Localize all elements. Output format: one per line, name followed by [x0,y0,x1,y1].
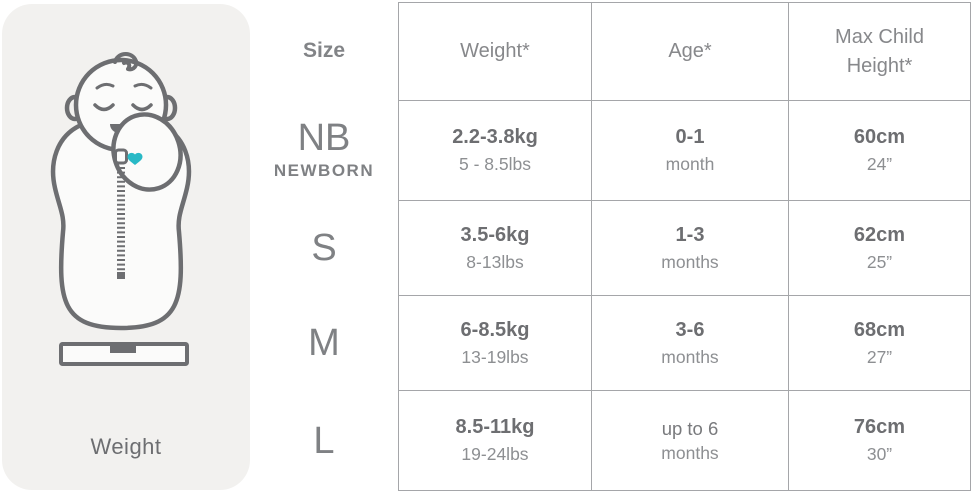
table-row-m [399,296,971,391]
size-code: L [313,419,335,462]
column-header-weight: Weight* [399,3,592,101]
column-header-age: Age* [592,3,789,101]
cell-weight: 8.5-11kg 19-24lbs [399,391,592,491]
table-row-nb [399,101,971,201]
scale-display [110,346,136,353]
cell-height: 76cm 30” [789,391,971,491]
cell-height: 60cm 24” [789,101,971,201]
cell-age: 1-3 months [592,201,789,296]
zipper-pull [116,150,127,163]
cell-weight: 2.2-3.8kg 5 - 8.5lbs [399,101,592,201]
size-code: S [311,226,337,269]
cell-weight: 6-8.5kg 13-19lbs [399,296,592,391]
size-code: M [308,321,340,364]
table-row-s [399,201,971,296]
column-header-max-child-height: Max Child Height* [789,3,971,101]
size-item-nb [250,100,398,200]
cell-age: up to 6 months [592,391,789,491]
size-chart-table [398,2,971,491]
size-item-m [250,295,398,390]
table-row-l [399,391,971,491]
size-column [250,2,398,491]
size-code: NB [297,117,351,159]
size-item-s [250,200,398,295]
table-header-row [399,3,971,101]
size-sublabel: NEWBORN [273,161,375,180]
weight-illustration-panel [2,4,250,490]
size-header-label: Size [302,39,346,62]
size-column-header [250,2,398,100]
cell-height: 68cm 27” [789,296,971,391]
cell-weight: 3.5-6kg 8-13lbs [399,201,592,296]
swaddled-baby-on-scale-illustration [31,50,221,380]
zipper-stop [117,272,125,279]
panel-caption: Weight [90,434,162,459]
size-item-l [250,390,398,491]
cell-height: 62cm 25” [789,201,971,296]
cell-age: 3-6 months [592,296,789,391]
cell-age: 0-1 month [592,101,789,201]
